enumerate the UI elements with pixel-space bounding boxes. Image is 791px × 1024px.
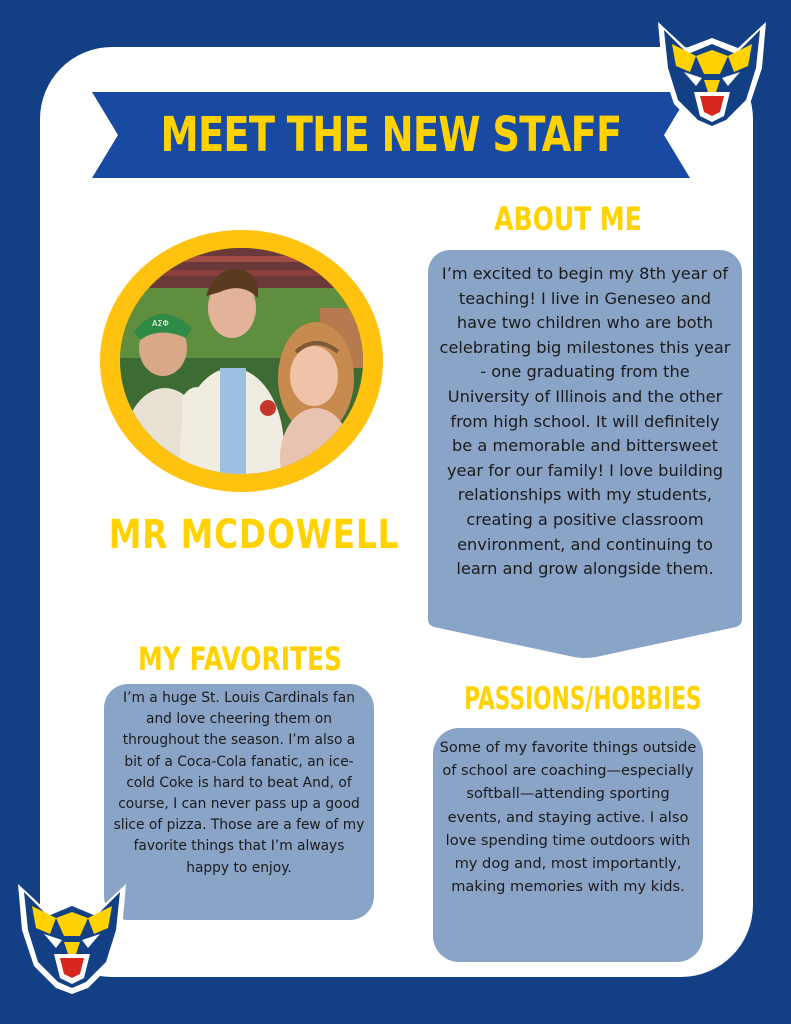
staff-photo (120, 248, 363, 474)
hobbies-heading: PASSIONS/HOBBIES (464, 681, 702, 717)
favorites-heading: MY FAVORITES (137, 640, 343, 678)
about-me-text: I’m excited to begin my 8th year of teaching! I live in Geneseo and have two children who are both celebrating big milestones this year - one graduating from the University of Illinois and the other from high school. It will definitely be a memorable and bittersweet year for our family! I love building relationships with my students, creating a positive classroom environment, and continuing to learn and grow alongside them. (428, 250, 742, 612)
header-banner (92, 92, 690, 178)
cap-letters: ΑΣΦ (152, 319, 169, 328)
page-title: MEET THE NEW STAFF (160, 107, 622, 163)
about-arrow-shape (428, 611, 742, 659)
favorites-text: I’m a huge St. Louis Cardinals fan and love cheering them on throughout the season. I’m also a bit of a Coca-Cola fanatic, an ice-cold Coke is hard to beat And, of course, I can never pass up a good slice of pizza. Those are a few of my favorite things that I’m always happy to enjoy. (104, 684, 374, 920)
hobbies-text: Some of my favorite things outside of school are coaching—especially softball—attending sporting events, and staying active. I also love spending time outdoors with my dog and, most importantly, making memories with my kids. (433, 728, 703, 962)
wildcat-logo-icon (650, 8, 774, 138)
about-me-heading: ABOUT ME (494, 200, 642, 238)
staff-name: MR MCDOWELL (108, 512, 400, 558)
wildcat-logo-icon (10, 870, 134, 1000)
